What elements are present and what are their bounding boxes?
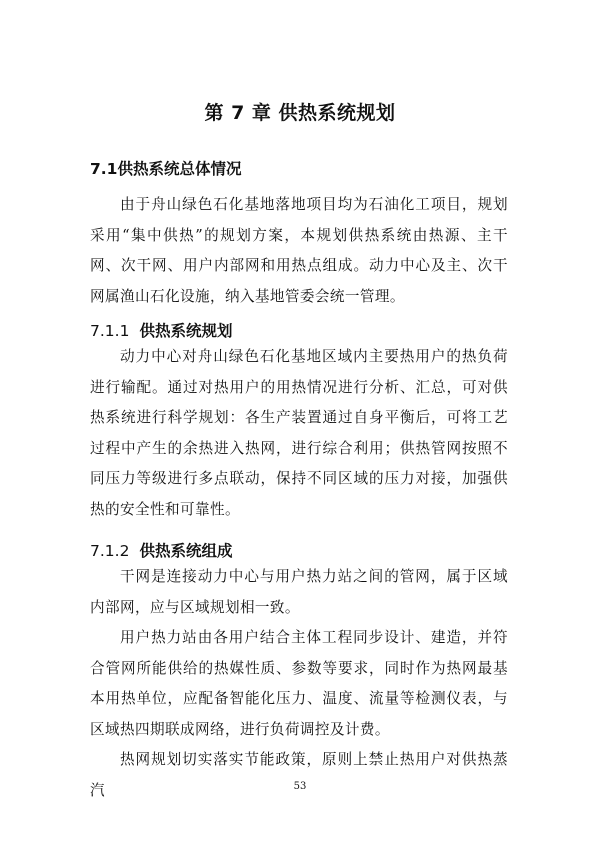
section-heading-7-1-1 bbox=[90, 319, 232, 341]
section-title: 供热系统组成 bbox=[139, 542, 233, 560]
section-heading-7-1-2 bbox=[90, 539, 232, 561]
section-7-1-2-paragraph-3: 热网规划切实落实节能政策，原则上禁止热用户对供热蒸汽 bbox=[90, 751, 508, 799]
section-number: 7.1.1 bbox=[90, 322, 130, 340]
section-7-1-paragraph: 由于舟山绿色石化基地落地项目均为石油化工项目，规划采用“集中供热”的规划方案，本规划供热系统由热源、主干网、次干网、用户内部网和用热点组成。动力中心及主、次干网属渔山石化设施，纳入基地管委会统一管理。 bbox=[90, 196, 508, 305]
chapter-title: 第 7 章 供热系统规划 bbox=[204, 102, 396, 124]
page-number: 53 bbox=[293, 781, 307, 792]
section-heading-7-1: 7.1供热系统总体情况 bbox=[90, 160, 242, 178]
section-number: 7.1.2 bbox=[90, 542, 130, 560]
section-7-1-1-paragraph: 动力中心对舟山绿色石化基地区域内主要热用户的热负荷进行输配。通过对热用户的用热情况进行分析、汇总，可对供热系统进行科学规划：各生产装置通过自身平衡后，可将工艺过程中产生的余热进入热网，进行综合利用；供热管网按照不同压力等级进行多点联动，保持不同区域的压力对接，加强供热的安全性和可靠性。 bbox=[90, 348, 508, 518]
section-title: 供热系统规划 bbox=[139, 322, 233, 340]
section-7-1-2-paragraph-1: 干网是连接动力中心与用户热力站之间的管网，属于区域内部网，应与区域规划相一致。 bbox=[90, 568, 508, 616]
section-7-1-2-paragraph-2: 用户热力站由各用户结合主体工程同步设计、建造，并符合管网所能供给的热媒性质、参数等要求，同时作为热网最基本用热单位，应配备智能化压力、温度、流量等检测仪表，与区域热四期联成网络，进行负荷调控及计费。 bbox=[90, 629, 508, 738]
